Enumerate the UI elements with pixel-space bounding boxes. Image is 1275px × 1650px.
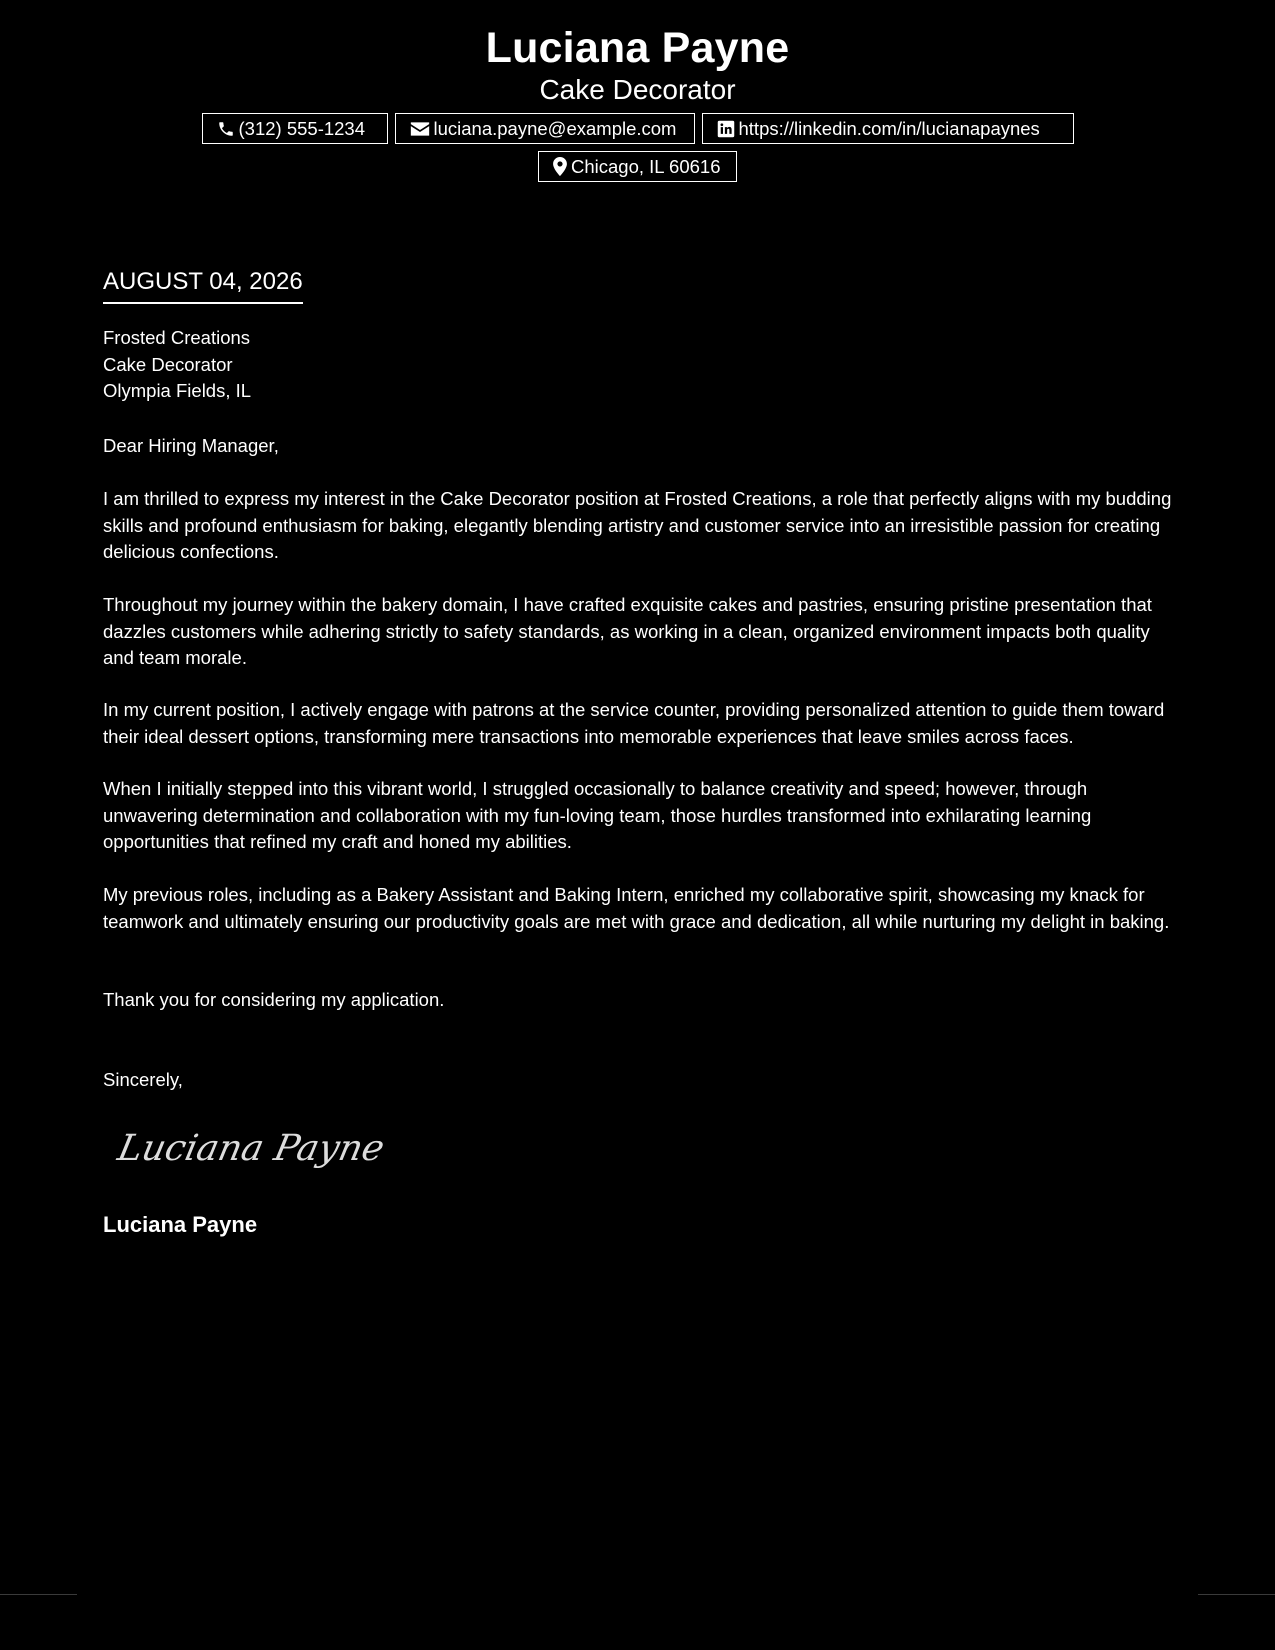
body-paragraph: Throughout my journey within the bakery domain, I have crafted exquisite cakes and pastries, ensuring pristine presentation that dazzles customers while adhering strictly to safety standards, as working in a clean, organized environment impacts both quality and team morale.	[103, 594, 1152, 668]
footer-rule-left	[0, 1594, 77, 1595]
closing-note: Thank you for considering my application.	[103, 989, 445, 1010]
sign-off: Sincerely,	[103, 1069, 183, 1090]
signer-name: Luciana Payne	[103, 1212, 258, 1237]
envelope-icon	[410, 121, 430, 137]
recipient-block	[103, 325, 251, 405]
map-pin-icon	[553, 157, 567, 176]
contact-linkedin[interactable]	[702, 113, 1074, 144]
body-paragraph: When I initially stepped into this vibrant world, I struggled occasionally to balance creativity and speed; however, through unwavering determination and collaboration with my fun-loving team, those hurdles transformed into exhilarating learning opportunities that refined my craft and honed my abilities.	[103, 778, 1092, 852]
signature-text: Luciana Payne	[114, 1126, 389, 1169]
contact-linkedin-text: https://linkedin.com/in/lucianapaynes	[738, 117, 1040, 139]
contact-email[interactable]	[395, 113, 695, 144]
recipient-position: Cake Decorator	[103, 353, 233, 375]
letter-date: AUGUST 04, 2026	[103, 266, 303, 304]
applicant-name: Luciana Payne	[485, 24, 790, 72]
applicant-role: Cake Decorator	[539, 74, 736, 105]
contact-location[interactable]	[538, 151, 737, 182]
greeting: Dear Hiring Manager,	[103, 435, 279, 456]
handwritten-signature	[114, 1118, 389, 1183]
phone-icon	[217, 120, 235, 138]
body-paragraph: In my current position, I actively engage with patrons at the service counter, providing personalized attention to guide them toward their ideal dessert options, transforming mere transactions into memorable experiences that leave smiles across faces.	[103, 699, 1165, 747]
body-paragraph: My previous roles, including as a Bakery Assistant and Baking Intern, enriched my collaborative spirit, showcasing my knack for teamwork and ultimately ensuring our productivity goals are met with grace and dedication, all while nurturing my delight in baking.	[103, 884, 1170, 932]
contact-email-text: luciana.payne@example.com	[433, 117, 677, 139]
contact-phone-text: (312) 555-1234	[238, 117, 366, 139]
linkedin-icon	[717, 120, 735, 138]
contact-location-text: Chicago, IL 60616	[571, 155, 721, 177]
contact-row-2	[0, 151, 1275, 182]
recipient-company: Frosted Creations	[103, 327, 251, 348]
contact-row	[0, 113, 1275, 144]
recipient-location: Olympia Fields, IL	[103, 380, 252, 401]
footer-rule-right	[1198, 1594, 1275, 1595]
contact-phone[interactable]	[202, 113, 388, 144]
body-paragraph: I am thrilled to express my interest in the Cake Decorator position at Frosted Creations, a role that perfectly aligns with my budding skills and profound enthusiasm for baking, elegantly blending artistry and customer service into an irresistible passion for creating delicious confections.	[103, 488, 1172, 562]
